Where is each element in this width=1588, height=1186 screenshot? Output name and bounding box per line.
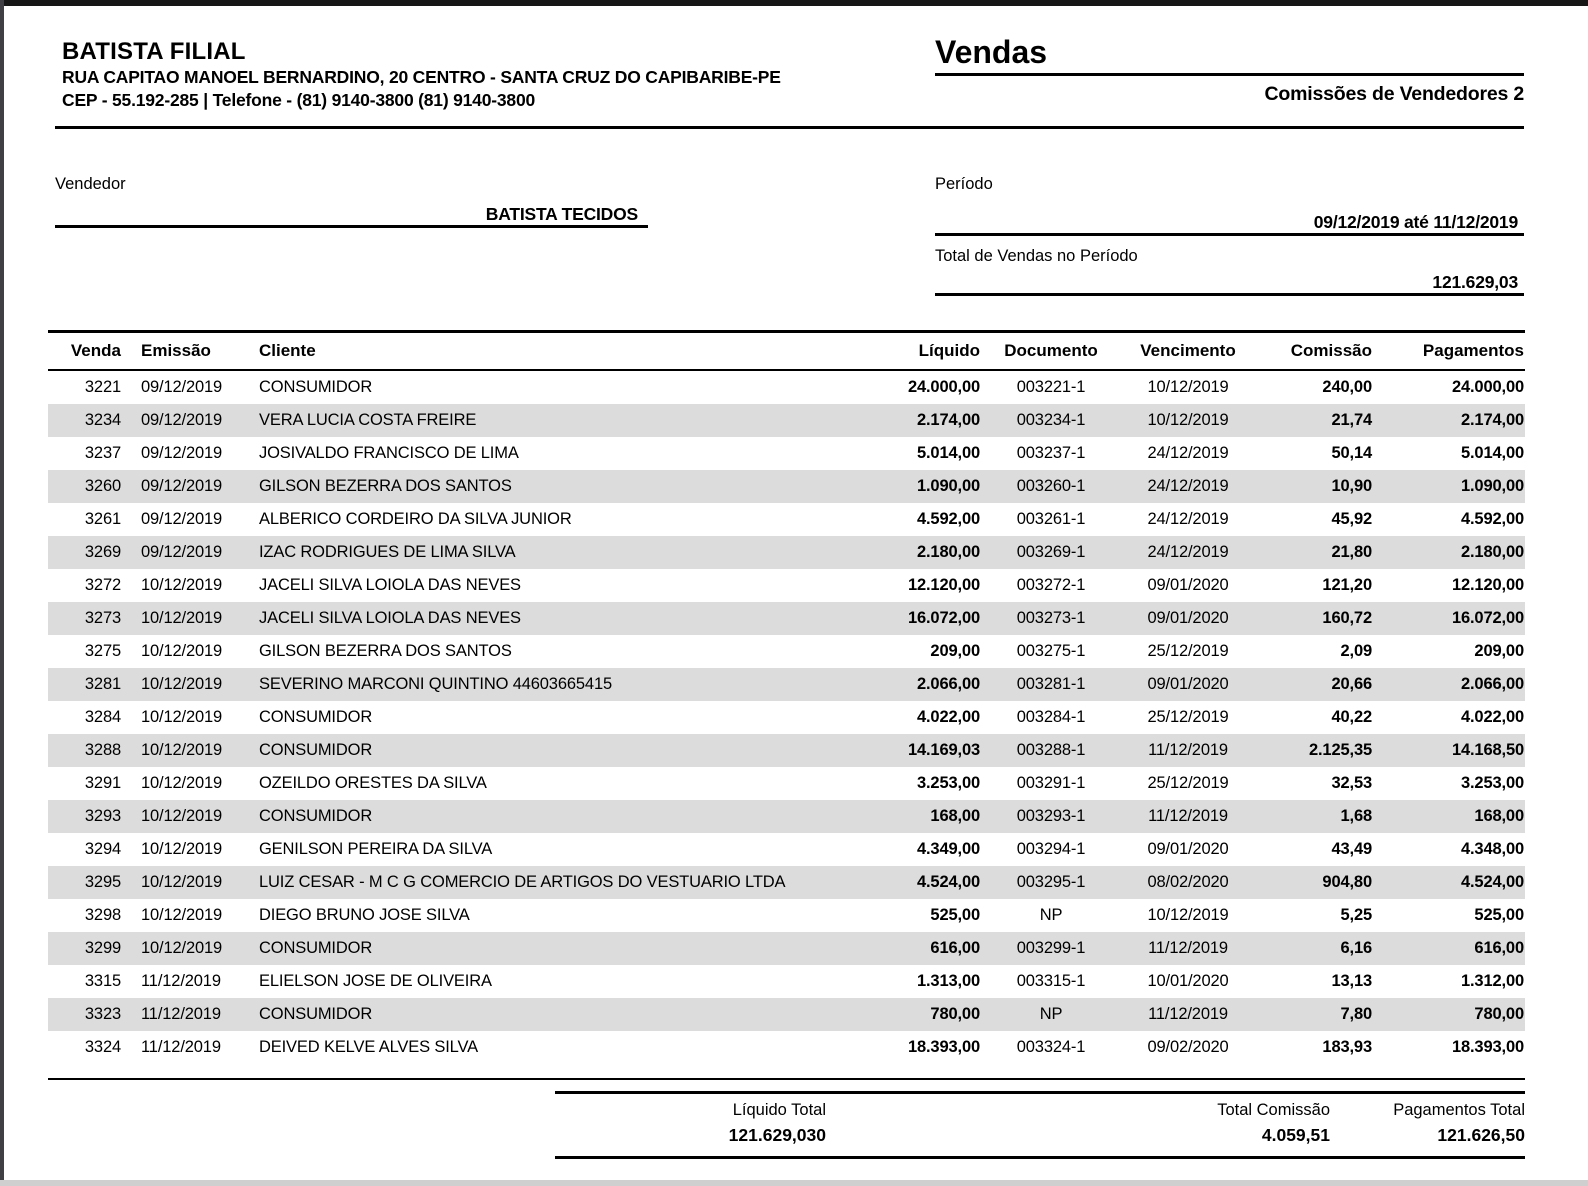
table-cell: 003293-1 xyxy=(1016,807,1086,825)
table-row xyxy=(48,800,1525,833)
table-cell: CONSUMIDOR xyxy=(259,807,373,825)
table-row xyxy=(48,767,1525,800)
table-cell: 16.072,00 xyxy=(907,609,980,627)
total-vendas-value: 121.629,03 xyxy=(1432,272,1518,292)
window-left-edge xyxy=(0,0,4,1186)
table-cell: CONSUMIDOR xyxy=(259,939,373,957)
table-cell: 003261-1 xyxy=(1016,510,1086,528)
table-cell: 003237-1 xyxy=(1016,444,1086,462)
table-cell: 10/12/2019 xyxy=(1147,906,1229,924)
table-row xyxy=(48,536,1525,569)
table-cell: 09/01/2020 xyxy=(1147,576,1229,594)
table-cell: 160,72 xyxy=(1322,609,1372,627)
table-cell: LUIZ CESAR - M C G COMERCIO DE ARTIGOS DO VESTUARIO LTDA xyxy=(259,873,786,891)
table-cell: 10/01/2020 xyxy=(1147,972,1229,990)
table-cell: 003294-1 xyxy=(1016,840,1086,858)
column-header: Pagamentos xyxy=(1422,341,1524,360)
table-row xyxy=(48,965,1525,998)
totals-comissao-value: 4.059,51 xyxy=(1261,1125,1330,1145)
table-cell: 4.022,00 xyxy=(916,708,980,726)
table-cell: 780,00 xyxy=(1474,1005,1524,1023)
table-cell: 3298 xyxy=(84,906,121,924)
table-cell: 3315 xyxy=(84,972,121,990)
table-cell: 09/02/2020 xyxy=(1147,1038,1229,1056)
table-cell: 25/12/2019 xyxy=(1147,708,1229,726)
table-cell: 780,00 xyxy=(930,1005,980,1023)
table-cell: 4.592,00 xyxy=(916,510,980,528)
table-cell: GILSON BEZERRA DOS SANTOS xyxy=(259,477,512,495)
table-cell: ALBERICO CORDEIRO DA SILVA JUNIOR xyxy=(259,510,572,528)
table-cell: 168,00 xyxy=(930,807,980,825)
table-cell: 4.524,00 xyxy=(1460,873,1524,891)
table-row xyxy=(48,602,1525,635)
table-cell: GILSON BEZERRA DOS SANTOS xyxy=(259,642,512,660)
table-cell: 18.393,00 xyxy=(1451,1038,1524,1056)
page-bottom-edge xyxy=(0,1180,1588,1186)
table-cell: 3288 xyxy=(84,741,121,759)
table-row xyxy=(48,437,1525,470)
table-cell: 25/12/2019 xyxy=(1147,774,1229,792)
table-cell: 11/12/2019 xyxy=(1148,939,1228,957)
table-cell: 183,93 xyxy=(1322,1038,1372,1056)
totals-pagamentos-label: Pagamentos Total xyxy=(1393,1101,1525,1119)
table-cell: 168,00 xyxy=(1474,807,1524,825)
table-cell: 003260-1 xyxy=(1016,477,1086,495)
table-cell: 003281-1 xyxy=(1016,675,1086,693)
totals-pagamentos xyxy=(1330,1099,1525,1148)
table-row xyxy=(48,701,1525,734)
table-cell: 09/12/2019 xyxy=(141,411,223,429)
table-cell: 10/12/2019 xyxy=(141,774,223,792)
table-cell: 003221-1 xyxy=(1016,378,1086,396)
table-cell: 09/01/2020 xyxy=(1147,840,1229,858)
total-vendas-label: Total de Vendas no Período xyxy=(935,247,1138,265)
table-cell: 2.174,00 xyxy=(1460,411,1524,429)
table-cell: 3293 xyxy=(84,807,121,825)
table-cell: 7,80 xyxy=(1340,1005,1372,1023)
company-address: RUA CAPITAO MANOEL BERNARDINO, 20 CENTRO - SANTA CRUZ DO CAPIBARIBE-PE xyxy=(62,67,781,87)
table-cell: 10/12/2019 xyxy=(141,807,223,825)
table-cell: CONSUMIDOR xyxy=(259,741,373,759)
table-cell: 3284 xyxy=(84,708,121,726)
table-cell: 3260 xyxy=(84,477,121,495)
table-cell: 3323 xyxy=(84,1005,121,1023)
table-cell: 4.022,00 xyxy=(1460,708,1524,726)
table-cell: 003315-1 xyxy=(1016,972,1086,990)
table-cell: 209,00 xyxy=(930,642,980,660)
report-head xyxy=(935,34,1524,106)
table-cell: NP xyxy=(1039,906,1063,924)
table-cell: 3294 xyxy=(84,840,121,858)
table-cell: 3.253,00 xyxy=(916,774,980,792)
table-cell: 4.349,00 xyxy=(916,840,980,858)
table-cell: 3273 xyxy=(84,609,121,627)
sales-table xyxy=(48,330,1525,1159)
vendedor-value: BATISTA TECIDOS xyxy=(485,204,638,224)
table-cell: OZEILDO ORESTES DA SILVA xyxy=(259,774,487,792)
table-cell: 09/12/2019 xyxy=(141,378,223,396)
table-cell: 3.253,00 xyxy=(1460,774,1524,792)
table-cell: 10/12/2019 xyxy=(141,873,223,891)
table-cell: 24/12/2019 xyxy=(1147,543,1229,561)
table-cell: 2.180,00 xyxy=(1460,543,1524,561)
table-cell: 3281 xyxy=(84,675,121,693)
table-cell: 50,14 xyxy=(1331,444,1372,462)
table-cell: CONSUMIDOR xyxy=(259,708,373,726)
totals-liquido-value: 121.629,030 xyxy=(728,1125,826,1145)
table-row xyxy=(48,833,1525,866)
table-cell: 10/12/2019 xyxy=(141,642,223,660)
table-row xyxy=(48,899,1525,932)
table-cell: 09/01/2020 xyxy=(1147,609,1229,627)
table-cell: JOSIVALDO FRANCISCO DE LIMA xyxy=(259,444,519,462)
table-cell: 003295-1 xyxy=(1016,873,1086,891)
table-cell: 3272 xyxy=(84,576,121,594)
table-cell: 18.393,00 xyxy=(907,1038,980,1056)
company-header xyxy=(62,38,892,112)
table-cell: CONSUMIDOR xyxy=(259,378,373,396)
table-cell: 3269 xyxy=(84,543,121,561)
table-cell: 10/12/2019 xyxy=(1147,411,1229,429)
table-cell: 209,00 xyxy=(1474,642,1524,660)
table-cell: 525,00 xyxy=(1474,906,1524,924)
table-cell: 09/12/2019 xyxy=(141,444,223,462)
table-cell: 6,16 xyxy=(1340,939,1372,957)
table-cell: 003275-1 xyxy=(1016,642,1086,660)
total-vendas-field xyxy=(935,258,1524,296)
table-cell: 1.090,00 xyxy=(916,477,980,495)
table-cell: 21,80 xyxy=(1331,543,1372,561)
table-cell: 14.169,03 xyxy=(907,741,980,759)
column-header: Venda xyxy=(70,341,121,360)
report-subtitle: Comissões de Vendedores 2 xyxy=(1264,83,1524,105)
table-cell: CONSUMIDOR xyxy=(259,1005,373,1023)
table-cell: 24.000,00 xyxy=(907,378,980,396)
table-bottom-rule xyxy=(48,1078,1525,1080)
totals-footer xyxy=(555,1091,1525,1159)
table-cell: 4.592,00 xyxy=(1460,510,1524,528)
table-cell: 43,49 xyxy=(1331,840,1372,858)
table-row xyxy=(48,932,1525,965)
table-cell: GENILSON PEREIRA DA SILVA xyxy=(259,840,493,858)
table-cell: NP xyxy=(1039,1005,1063,1023)
table-cell: 5.014,00 xyxy=(1460,444,1524,462)
table-cell: VERA LUCIA COSTA FREIRE xyxy=(259,411,477,429)
table-cell: DIEGO BRUNO JOSE SILVA xyxy=(259,906,470,924)
table-cell: 12.120,00 xyxy=(907,576,980,594)
table-row xyxy=(48,371,1525,404)
table-cell: 003234-1 xyxy=(1016,411,1086,429)
table-row xyxy=(48,998,1525,1031)
totals-pagamentos-value: 121.626,50 xyxy=(1437,1125,1525,1145)
table-cell: 2.066,00 xyxy=(916,675,980,693)
periodo-value: 09/12/2019 até 11/12/2019 xyxy=(1313,212,1518,232)
table-cell: 3237 xyxy=(84,444,121,462)
table-cell: 003324-1 xyxy=(1016,1038,1086,1056)
table-cell: 10/12/2019 xyxy=(141,576,223,594)
table-cell: 904,80 xyxy=(1322,873,1372,891)
table-cell: 24/12/2019 xyxy=(1147,510,1229,528)
table-row xyxy=(48,734,1525,767)
table-cell: 2.066,00 xyxy=(1460,675,1524,693)
table-cell: 003284-1 xyxy=(1016,708,1086,726)
totals-liquido-label: Líquido Total xyxy=(732,1101,826,1119)
table-cell: 1.313,00 xyxy=(916,972,980,990)
table-cell: 11/12/2019 xyxy=(141,1038,221,1056)
table-cell: 14.168,50 xyxy=(1451,741,1524,759)
table-row xyxy=(48,1031,1525,1064)
table-cell: 13,13 xyxy=(1331,972,1372,990)
table-cell: 3234 xyxy=(84,411,121,429)
table-cell: 21,74 xyxy=(1331,411,1372,429)
table-cell: 45,92 xyxy=(1331,510,1372,528)
table-header-row xyxy=(48,330,1525,371)
table-cell: 09/01/2020 xyxy=(1147,675,1229,693)
table-row xyxy=(48,470,1525,503)
table-cell: 616,00 xyxy=(930,939,980,957)
table-cell: DEIVED KELVE ALVES SILVA xyxy=(259,1038,478,1056)
totals-liquido xyxy=(555,1099,826,1148)
table-cell: 2.125,35 xyxy=(1308,741,1372,759)
table-cell: JACELI SILVA LOIOLA DAS NEVES xyxy=(259,576,521,594)
table-cell: 5.014,00 xyxy=(916,444,980,462)
table-body xyxy=(48,371,1525,1064)
table-row xyxy=(48,404,1525,437)
table-cell: 003288-1 xyxy=(1016,741,1086,759)
table-cell: 4.348,00 xyxy=(1460,840,1524,858)
table-cell: 20,66 xyxy=(1331,675,1372,693)
company-name: BATISTA FILIAL xyxy=(62,38,246,65)
totals-comissao xyxy=(826,1099,1330,1148)
table-cell: 10/12/2019 xyxy=(141,609,223,627)
table-cell: JACELI SILVA LOIOLA DAS NEVES xyxy=(259,609,521,627)
table-cell: 4.524,00 xyxy=(916,873,980,891)
table-cell: 616,00 xyxy=(1474,939,1524,957)
table-cell: 24.000,00 xyxy=(1451,378,1524,396)
table-cell: 3295 xyxy=(84,873,121,891)
table-cell: 10/12/2019 xyxy=(141,708,223,726)
table-cell: 09/12/2019 xyxy=(141,477,223,495)
table-cell: 11/12/2019 xyxy=(1148,807,1228,825)
table-cell: 10/12/2019 xyxy=(141,840,223,858)
table-cell: 121,20 xyxy=(1322,576,1372,594)
periodo-label: Período xyxy=(935,175,993,193)
table-cell: 10,90 xyxy=(1331,477,1372,495)
table-cell: 3261 xyxy=(84,510,121,528)
table-cell: 24/12/2019 xyxy=(1147,444,1229,462)
table-row xyxy=(48,866,1525,899)
table-cell: 11/12/2019 xyxy=(1148,1005,1228,1023)
table-cell: ELIELSON JOSE DE OLIVEIRA xyxy=(259,972,492,990)
table-cell: 09/12/2019 xyxy=(141,510,223,528)
table-cell: 525,00 xyxy=(930,906,980,924)
table-cell: 003299-1 xyxy=(1016,939,1086,957)
table-cell: 25/12/2019 xyxy=(1147,642,1229,660)
table-cell: 003269-1 xyxy=(1016,543,1086,561)
column-header: Cliente xyxy=(259,341,316,360)
column-header: Emissão xyxy=(141,341,211,360)
table-cell: 1,68 xyxy=(1340,807,1372,825)
table-cell: 32,53 xyxy=(1331,774,1372,792)
company-cep-phone: CEP - 55.192-285 | Telefone - (81) 9140-3800 (81) 9140-3800 xyxy=(62,90,536,110)
table-cell: 240,00 xyxy=(1322,378,1372,396)
table-row xyxy=(48,503,1525,536)
periodo-field xyxy=(935,190,1524,236)
window-top-edge xyxy=(0,0,1588,6)
table-row xyxy=(48,569,1525,602)
table-cell: 3324 xyxy=(84,1038,121,1056)
table-row xyxy=(48,635,1525,668)
table-cell: 10/12/2019 xyxy=(1147,378,1229,396)
table-cell: 11/12/2019 xyxy=(1148,741,1228,759)
table-cell: 2,09 xyxy=(1340,642,1372,660)
vendedor-label: Vendedor xyxy=(55,175,126,193)
table-cell: 003273-1 xyxy=(1016,609,1086,627)
column-header: Vencimento xyxy=(1140,341,1236,360)
table-cell: 2.180,00 xyxy=(916,543,980,561)
vendedor-field xyxy=(55,188,648,228)
table-cell: 10/12/2019 xyxy=(141,906,223,924)
table-cell: 09/12/2019 xyxy=(141,543,223,561)
header-divider xyxy=(55,126,1524,129)
table-cell: 24/12/2019 xyxy=(1147,477,1229,495)
table-cell: 10/12/2019 xyxy=(141,939,223,957)
table-cell: 2.174,00 xyxy=(916,411,980,429)
table-cell: 3221 xyxy=(84,378,121,396)
table-row xyxy=(48,668,1525,701)
column-header: Documento xyxy=(1004,341,1098,360)
table-cell: 1.312,00 xyxy=(1460,972,1524,990)
table-cell: 003291-1 xyxy=(1016,774,1086,792)
table-cell: 003272-1 xyxy=(1016,576,1086,594)
table-cell: 5,25 xyxy=(1340,906,1372,924)
table-cell: 10/12/2019 xyxy=(141,741,223,759)
table-cell: IZAC RODRIGUES DE LIMA SILVA xyxy=(259,543,516,561)
table-cell: 11/12/2019 xyxy=(141,1005,221,1023)
table-cell: 1.090,00 xyxy=(1460,477,1524,495)
table-cell: 40,22 xyxy=(1331,708,1372,726)
table-cell: SEVERINO MARCONI QUINTINO 44603665415 xyxy=(259,675,612,693)
column-header: Comissão xyxy=(1290,341,1372,360)
totals-comissao-label: Total Comissão xyxy=(1217,1101,1330,1119)
table-cell: 16.072,00 xyxy=(1451,609,1524,627)
column-header: Líquido xyxy=(918,341,980,360)
table-cell: 11/12/2019 xyxy=(141,972,221,990)
table-cell: 3299 xyxy=(84,939,121,957)
table-cell: 08/02/2020 xyxy=(1147,873,1229,891)
table-cell: 10/12/2019 xyxy=(141,675,223,693)
table-cell: 3275 xyxy=(84,642,121,660)
table-cell: 12.120,00 xyxy=(1451,576,1524,594)
report-title: Vendas xyxy=(935,34,1524,76)
table-cell: 3291 xyxy=(84,774,121,792)
